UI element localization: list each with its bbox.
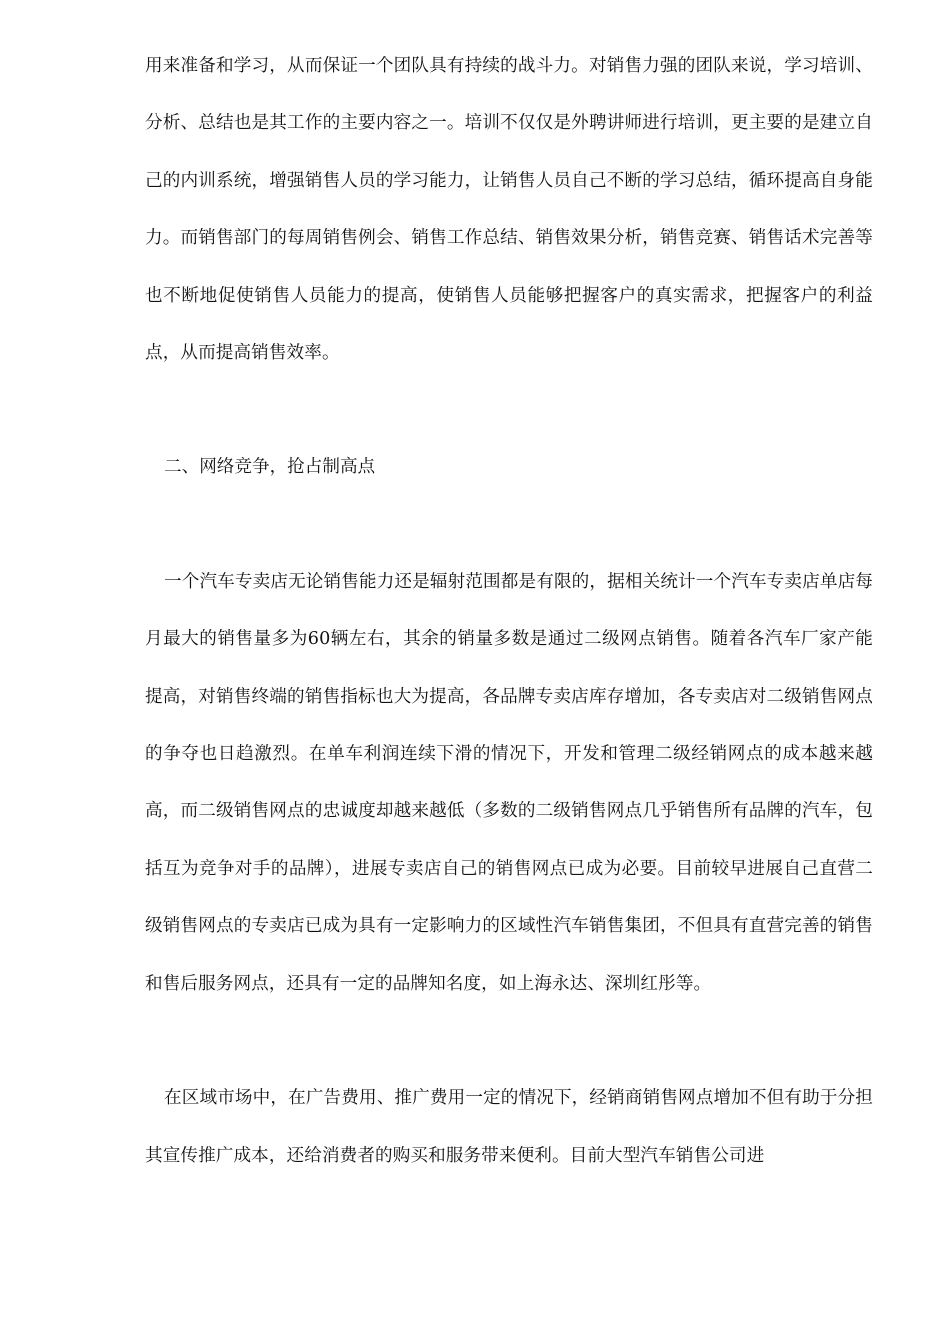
section-heading: 二、网络竞争，抢占制高点	[164, 457, 376, 478]
paragraph-spacer	[145, 1013, 873, 1070]
paragraph-spacer	[145, 497, 873, 554]
paragraph-3: 在区域市场中，在广告费用、推广费用一定的情况下，经销商销售网点增加不但有助于分担其宣传推广成本，还给消费者的购买和服务带来便利。目前大型汽车销售公司进	[145, 1088, 873, 1166]
paragraph-2: 一个汽车专卖店无论销售能力还是辐射范围都是有限的，据相关统计一个汽车专卖店单店每月最大的销售量多为60辆左右，其余的销量多数是通过二级网点销售。随着各汽车厂家产能提高，对销售终端的销售指标也大为提高，各品牌专卖店库存增加，各专卖店对二级销售网点的争夺也日趋激烈。在单车利润连续下滑的情况下，开发和管理二级经销网点的成本越来越高，而二级销售网点的忠诚度却越来越低（多数的二级销售网点几乎销售所有品牌的汽车，包括互为竞争对手的品牌），进展专卖店自己的销售网点已成为必要。目前较早进展自己直营二级销售网点的专卖店已成为具有一定影响力的区域性汽车销售集团，不但具有直营完善的销售和售后服务网点，还具有一定的品牌知名度，如上海永达、深圳红彤等。	[145, 571, 873, 994]
paragraph-1: 用来准备和学习，从而保证一个团队具有持续的战斗力。对销售力强的团队来说，学习培训、分析、总结也是其工作的主要内容之一。培训不仅仅是外聘讲师进行培训，更主要的是建立自己的内训系统，增强销售人员的学习能力，让销售人员自己不断的学习总结，循环提高自身能力。而销售部门的每周销售例会、销售工作总结、销售效果分析，销售竞赛、销售话术完善等也不断地促使销售人员能力的提高，使销售人员能够把握客户的真实需求，把握客户的利益点，从而提高销售效率。	[145, 56, 873, 364]
paragraph-spacer	[145, 382, 873, 439]
document-page	[145, 38, 873, 1185]
